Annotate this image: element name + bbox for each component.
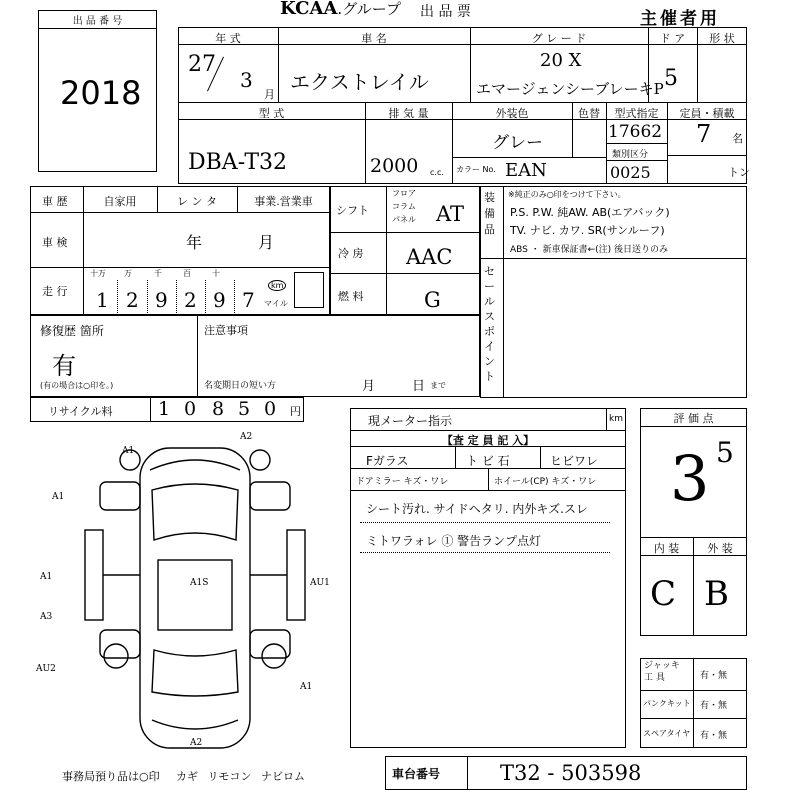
recycle-digit: 0 — [264, 398, 277, 420]
damage-mark: A1 — [122, 446, 135, 456]
damage-mark: A1S — [190, 578, 209, 588]
equipment-line3: ABS ・ 新車保証書←(注) 後日送りのみ — [510, 245, 669, 255]
mile-mark: マイル — [264, 299, 288, 308]
history-option-private: 自家用 — [103, 195, 137, 208]
model-value: DBA-T32 — [188, 150, 288, 175]
ac-value: AAC — [406, 245, 453, 269]
grade-label: グ レ ー ド — [531, 32, 587, 45]
shift-value: AT — [436, 202, 465, 226]
grade-line1: 20 X — [540, 50, 582, 71]
car-name-value: エクストレイル — [290, 70, 429, 94]
interior-grade: C — [650, 574, 677, 614]
recycle-digit: 5 — [238, 398, 251, 420]
damage-mark: AU2 — [36, 664, 56, 674]
exterior-color-label: 外装色 — [495, 107, 529, 120]
recycle-label: リサイクル料 — [48, 405, 113, 418]
brand-logo — [280, 0, 401, 19]
inspection-label: 車 検 — [42, 236, 68, 249]
km-mark: km — [268, 280, 286, 291]
color-no-value: EAN — [505, 160, 547, 181]
shape-label: 形 状 — [709, 32, 735, 45]
interior-label: 内 装 — [653, 542, 680, 555]
month-unit: 月 — [264, 88, 275, 101]
shift-option-panel: パネル — [392, 215, 416, 224]
jack-label: ジャッキ 工 具 — [644, 661, 680, 683]
year-value: 27 — [188, 52, 216, 77]
puncture-value: 有・無 — [700, 701, 728, 711]
equipment-line2: TV. ナビ. カワ. SR(サンルーフ) — [510, 224, 665, 237]
name-change-day: 日 — [412, 379, 426, 394]
displacement-label: 排 気 量 — [388, 107, 429, 120]
damage-mark: A2 — [190, 738, 203, 748]
mileage-digit: 1 — [96, 288, 109, 312]
damage-mark: A1 — [300, 682, 313, 692]
exterior-label: 外 装 — [707, 542, 733, 555]
capacity-value: 7 — [696, 120, 712, 148]
type-spec-value: 17662 — [608, 122, 663, 142]
inspection-month: 月 — [258, 233, 275, 252]
digit-label: 万 — [124, 269, 132, 278]
recycle-digit: 0 — [184, 398, 197, 420]
glass-label: Fガラス — [366, 454, 409, 468]
digit-label: 十万 — [90, 269, 106, 278]
repair-hint: (有の場合は○印を。) — [40, 381, 114, 390]
evaluation-label: 評 価 点 — [673, 412, 714, 425]
mileage-checkbox — [294, 272, 324, 308]
recycle-digit: 8 — [212, 398, 225, 420]
inspector-note-1: シート汚れ. サイドヘタリ. 内外キズ.スレ — [366, 502, 588, 516]
evaluation-score-sup: 5 — [716, 436, 734, 469]
digit-label: 千 — [154, 269, 162, 278]
mileage-label: 走 行 — [42, 285, 68, 298]
doors-label: ド ア — [659, 32, 686, 45]
exterior-grade: B — [704, 574, 729, 614]
shift-option-column: コラム — [392, 202, 416, 211]
repair-value: 有 — [52, 352, 76, 380]
class-label: 類別区分 — [612, 150, 649, 160]
mileage-digit: 9 — [155, 288, 168, 312]
equipment-label: 装 備 品 — [484, 191, 495, 236]
mileage-digit: 9 — [213, 288, 226, 312]
mileage-digit: 7 — [242, 288, 255, 312]
sales-point-label: セールスポイント — [484, 265, 495, 383]
type-spec-label: 型式指定 — [614, 107, 659, 120]
notes-label: 注意事項 — [204, 324, 248, 337]
equipment-line1: P.S. P.W. 純AW. AB(エアバック) — [510, 206, 670, 219]
color-value: グレー — [492, 133, 543, 153]
brand-suffix: .グループ — [337, 0, 401, 18]
damage-mark: A3 — [40, 612, 53, 622]
inspection-year: 年 — [186, 233, 203, 252]
equipment-note: ※純正のみ○印をつけて下さい。 — [508, 190, 626, 199]
office-items: カギ リモコン ナビロム — [176, 770, 305, 783]
car-name-label: 車 名 — [361, 32, 387, 45]
doors-value: 5 — [664, 66, 678, 91]
displacement-value: 2000 — [370, 155, 419, 177]
organizer-label: 主催者用 — [640, 9, 720, 29]
form-title: 出 品 票 — [420, 4, 471, 20]
color-no-label: カラー No. — [456, 165, 496, 174]
color-swap-label: 色替 — [578, 107, 600, 120]
digit-label: 十 — [212, 269, 220, 278]
jack-value: 有・無 — [700, 671, 728, 681]
damage-mark: A2 — [240, 432, 253, 442]
digit-label: 百 — [183, 269, 191, 278]
capacity-label: 定員・積載 — [679, 107, 735, 120]
lot-number: 2018 — [60, 74, 142, 112]
mileage-digit: 2 — [184, 288, 197, 312]
chassis-value: T32 - 503598 — [500, 761, 642, 785]
name-change-month: 月 — [362, 379, 376, 394]
history-option-rental: レ ン タ — [177, 195, 217, 208]
spare-value: 有・無 — [700, 731, 728, 741]
ac-label: 冷 房 — [338, 247, 364, 260]
model-label: 型 式 — [258, 107, 285, 120]
damage-mark: A1 — [52, 492, 65, 502]
repair-label: 修復歴 箇所 — [40, 324, 104, 338]
capacity-unit: 名 — [732, 132, 743, 145]
office-items-label: 事務局預り品は○印 — [62, 770, 160, 783]
damage-mark: A1 — [40, 572, 53, 582]
inspector-note-2: ミトワラォレ ① 警告ランプ点灯 — [366, 534, 542, 548]
class-value: 0025 — [610, 163, 651, 182]
meter-label: 現メーター指示 — [368, 414, 453, 428]
chassis-label: 車台番号 — [392, 767, 441, 781]
lot-number-label: 出 品 番 号 — [72, 16, 123, 27]
damage-mark: AU1 — [310, 578, 330, 588]
name-change-until: まで — [430, 381, 446, 390]
fuel-label: 燃 料 — [338, 290, 364, 303]
displacement-unit: c.c. — [430, 168, 444, 177]
car-damage-diagram — [40, 430, 340, 760]
mirror-label: ドアミラー キズ・ワレ — [356, 477, 449, 487]
spare-label: スペアタイヤ — [643, 729, 691, 738]
wheel-label: ホイール(CP) キズ・ワレ — [494, 477, 597, 487]
fuel-value: G — [424, 288, 441, 312]
puncture-label: パンクキット — [643, 699, 691, 708]
name-change-label: 名変期日の短い方 — [204, 381, 277, 391]
ton-unit: トン — [728, 166, 750, 179]
mileage-digit: 2 — [126, 288, 139, 312]
shift-label: シフト — [336, 204, 369, 217]
brand-name: KCAA — [280, 0, 338, 19]
recycle-digit: 1 — [158, 398, 171, 420]
year-label: 年 式 — [215, 32, 241, 45]
chip-label: ト ビ 石 — [466, 454, 510, 468]
grade-line2: エマージェンシーブレーキP — [476, 80, 664, 98]
meter-unit: km — [609, 414, 623, 424]
history-option-commercial: 事業.営業車 — [254, 195, 313, 208]
recycle-unit: 円 — [290, 405, 301, 418]
month-value: 3 — [240, 68, 253, 92]
inspector-header: 【査 定 員 記 入】 — [441, 434, 535, 447]
evaluation-score-main: 3 — [670, 442, 710, 515]
history-label: 車 歴 — [42, 195, 68, 208]
crack-label: ヒビワレ — [550, 454, 599, 468]
shift-option-floor: フロア — [392, 189, 416, 198]
